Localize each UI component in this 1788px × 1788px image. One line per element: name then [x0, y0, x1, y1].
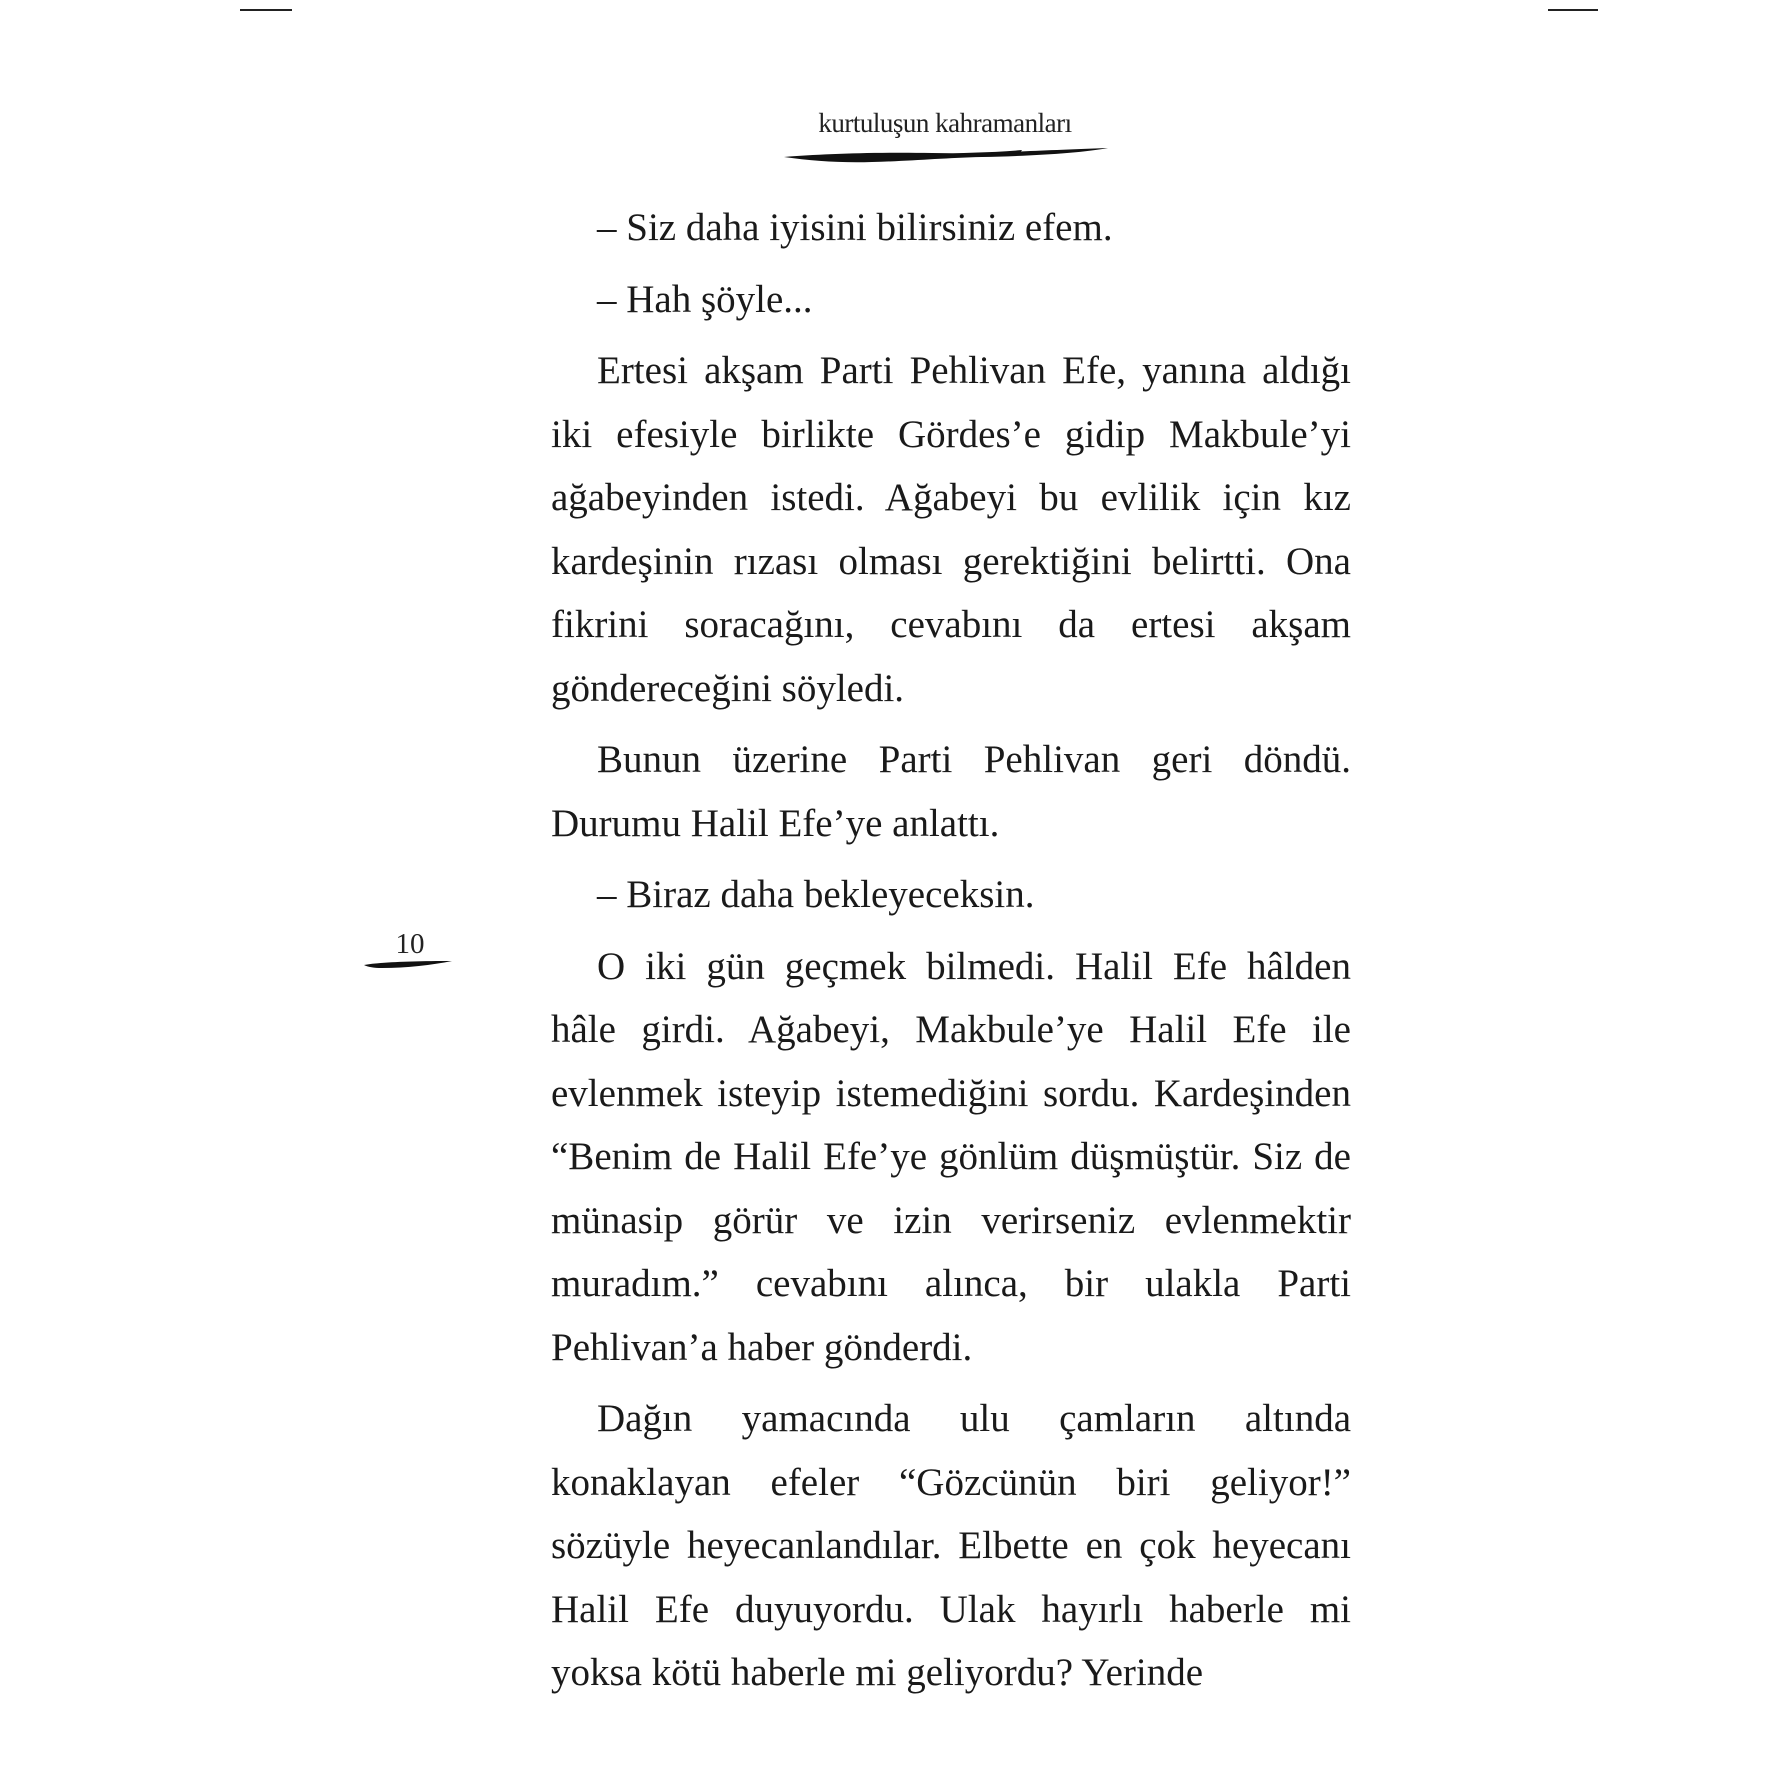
- paragraph: – Siz daha iyisini bilirsiniz efem.: [597, 206, 1113, 249]
- paragraph: Bunun üzerine Parti Pehlivan geri döndü. Durumu Halil Efe’ye anlattı.: [551, 738, 1351, 845]
- paragraph: – Hah şöyle...: [597, 277, 813, 321]
- header-brush-ornament: [782, 144, 1110, 166]
- paragraph: Dağın yamacında ulu çamların altında konaklayan efeler “Gözcünün biri geliyor!” sözüyle heyecanlandılar. Elbette en çok heyecanı Halil Efe duyuyordu. Ulak hayırlı haberle mi yoksa kötü haberle mi geliyordu? Yerinde: [551, 1397, 1351, 1694]
- paragraph: Ertesi akşam Parti Pehlivan Efe, yanına aldığı iki efesiyle birlikte Gördes’e gidip Makbule’yi ağabeyinden istedi. Ağabeyi bu evlilik için kız kardeşinin rızası olması gerektiğini belirtti. Ona fikrini soracağını, cevabını da ertesi akşam göndereceğini söyledi.: [551, 349, 1351, 710]
- paragraph: – Biraz daha bekleyeceksin.: [597, 873, 1035, 916]
- crop-mark-left: [240, 9, 292, 11]
- paragraph: O iki gün geçmek bilmedi. Halil Efe hâlden hâle girdi. Ağabeyi, Makbule’ye Halil Efe ile evlenmek isteyip istemediğini sordu. Kardeşinden “Benim de Halil Efe’ye gönlüm düşmüştür. Siz de münasip görür ve izin verirseniz evlenmektir muradım.” cevabını alınca, bir ulakla Parti Pehlivan’a haber gönderdi.: [551, 944, 1351, 1369]
- running-head-title: kurtuluşun kahramanları: [818, 108, 1072, 138]
- page-number: 10: [395, 928, 425, 960]
- crop-mark-right: [1548, 9, 1598, 11]
- body-text: [551, 196, 1351, 1705]
- page-number-brush-ornament: [362, 956, 454, 972]
